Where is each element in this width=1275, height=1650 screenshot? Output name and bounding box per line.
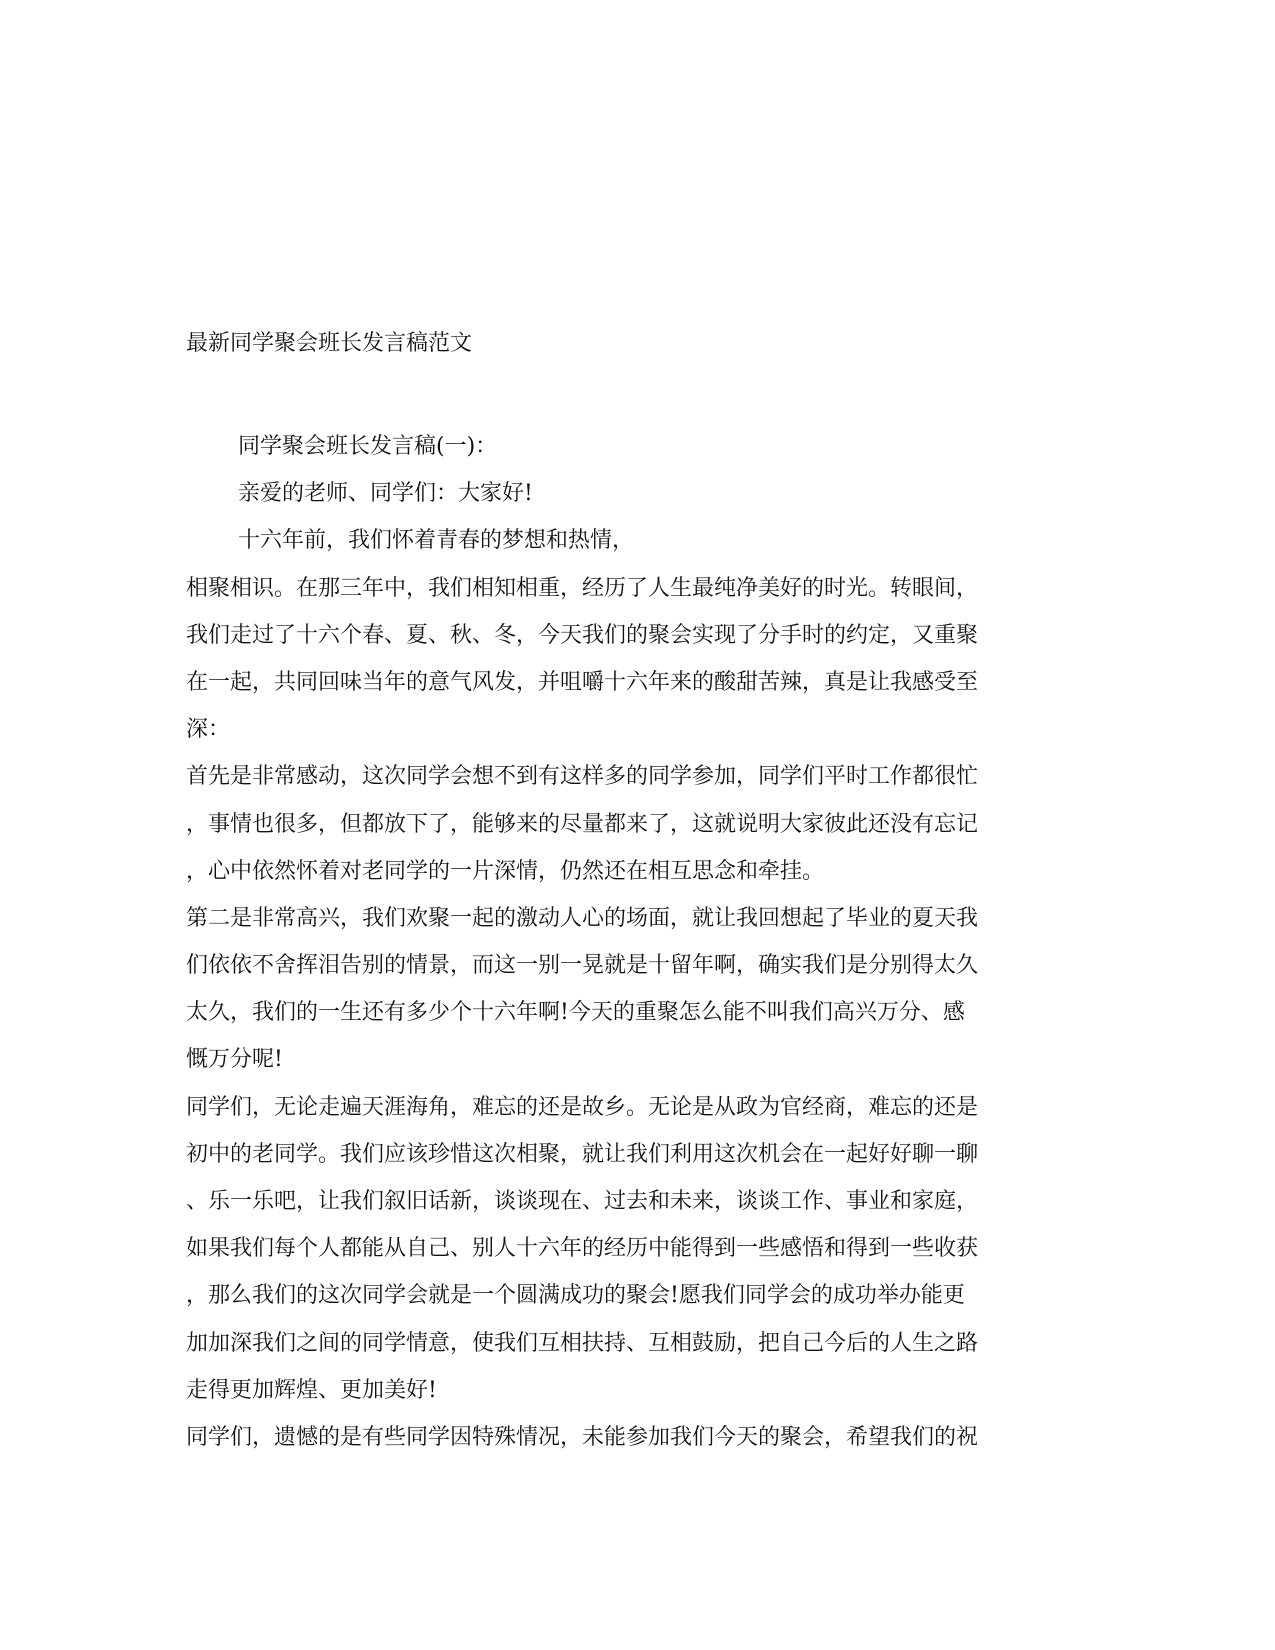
document-title: 最新同学聚会班长发言稿范文 <box>186 331 473 356</box>
paragraph-line: 相聚相识。在那三年中，我们相知相重，经历了人生最纯净美好的时光。转眼间， <box>186 575 979 601</box>
document-body <box>186 423 1086 1461</box>
salutation-line: 亲爱的老师、同学们：大家好! <box>238 481 533 507</box>
paragraph-line: 们依依不舍挥泪告别的情景，而这一别一晃就是十留年啊，确实我们是分别得太久 <box>186 953 979 979</box>
paragraph-line: ，心中依然怀着对老同学的一片深情，仍然还在相互思念和牵挂。 <box>186 858 825 884</box>
paragraph-line: 慨万分呢! <box>186 1047 283 1073</box>
paragraph-line: 如果我们每个人都能从自己、别人十六年的经历中能得到一些感悟和得到一些收获 <box>186 1236 979 1262</box>
paragraph-line: 同学们，遗憾的是有些同学因特殊情况，未能参加我们今天的聚会，希望我们的祝 <box>186 1424 979 1450</box>
paragraph-line: 我们走过了十六个春、夏、秋、冬，今天我们的聚会实现了分手时的约定，又重聚 <box>186 622 979 648</box>
paragraph-line: 同学们，无论走遍天涯海角，难忘的还是故乡。无论是从政为官经商，难忘的还是 <box>186 1094 979 1120</box>
paragraph-line: 太久，我们的一生还有多少个十六年啊!今天的重聚怎么能不叫我们高兴万分、感 <box>186 1000 965 1026</box>
paragraph-line: 十六年前，我们怀着青春的梦想和热情， <box>238 528 635 554</box>
paragraph-line: 在一起，共同回味当年的意气风发，并咀嚼十六年来的酸甜苦辣，真是让我感受至 <box>186 669 979 695</box>
paragraph-line: 初中的老同学。我们应该珍惜这次相聚，就让我们利用这次机会在一起好好聊一聊 <box>186 1141 979 1167</box>
paragraph-line: 深： <box>186 717 231 743</box>
paragraph-line: 加加深我们之间的同学情意，使我们互相扶持、互相鼓励，把自己今后的人生之路 <box>186 1330 979 1356</box>
paragraph-line: 首先是非常感动，这次同学会想不到有这样多的同学参加，同学们平时工作都很忙 <box>186 764 979 790</box>
paragraph-line: ，事情也很多，但都放下了，能够来的尽量都来了，这就说明大家彼此还没有忘记 <box>186 811 979 837</box>
paragraph-line: ，那么我们的这次同学会就是一个圆满成功的聚会!愿我们同学会的成功举办能更 <box>186 1283 965 1309</box>
section-heading: 同学聚会班长发言稿(一)： <box>238 434 498 459</box>
paragraph-line: 、乐一乐吧，让我们叙旧话新，谈谈现在、过去和未来，谈谈工作、事业和家庭， <box>186 1189 979 1214</box>
paragraph-line: 走得更加辉煌、更加美好! <box>186 1377 437 1403</box>
paragraph-line: 第二是非常高兴，我们欢聚一起的激动人心的场面，就让我回想起了毕业的夏天我 <box>186 905 979 931</box>
